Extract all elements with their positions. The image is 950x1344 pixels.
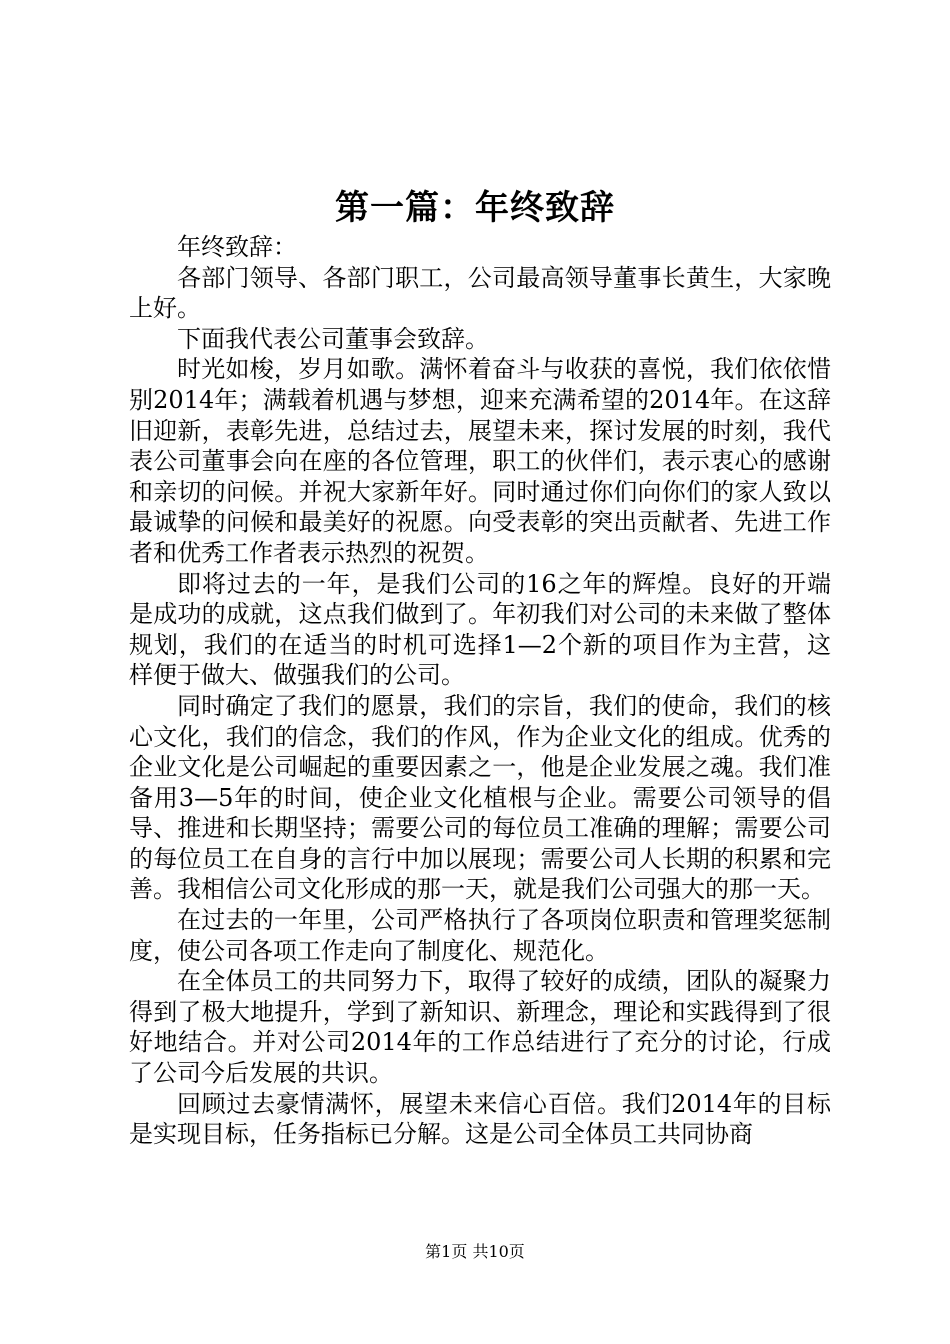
- paragraph: 同时确定了我们的愿景，我们的宗旨，我们的使命，我们的核心文化，我们的信念，我们的作风，作为企业文化的组成。优秀的企业文化是公司崛起的重要因素之一，他是企业发展之魂。我们准备用3—5年的时间，使企业文化植根与企业。需要公司领导的倡导、推进和长期坚持；需要公司的每位员工准确的理解；需要公司的每位员工在自身的言行中加以展现；需要公司人长期的积累和完善。我相信公司文化形成的那一天，就是我们公司强大的那一天。: [129, 691, 831, 904]
- paragraph: 各部门领导、各部门职工，公司最高领导董事长黄生，大家晚上好。: [129, 263, 831, 323]
- paragraph: 回顾过去豪情满怀，展望未来信心百倍。我们2014年的目标是实现目标，任务指标已分解。这是公司全体员工共同协商: [129, 1089, 831, 1149]
- paragraph: 在全体员工的共同努力下，取得了较好的成绩，团队的凝聚力得到了极大地提升，学到了新知识、新理念，理论和实践得到了很好地结合。并对公司2014年的工作总结进行了充分的讨论，行成了公司今后发展的共识。: [129, 967, 831, 1088]
- paragraph: 即将过去的一年，是我们公司的16之年的辉煌。良好的开端是成功的成就，这点我们做到了。年初我们对公司的未来做了整体规划，我们的在适当的时机可选择1—2个新的项目作为主营，这样便于做大、做强我们的公司。: [129, 569, 831, 690]
- document-body: [129, 232, 831, 1150]
- paragraph: 下面我代表公司董事会致辞。: [177, 324, 489, 353]
- paragraph: 年终致辞：: [177, 233, 297, 261]
- paragraph: 时光如梭，岁月如歌。满怀着奋斗与收获的喜悦，我们依依惜别2014年；满载着机遇与梦想，迎来充满希望的2014年。在这辞旧迎新，表彰先进，总结过去，展望未来，探讨发展的时刻，我代表公司董事会向在座的各位管理，职工的伙伴们，表示衷心的感谢和亲切的问候。并祝大家新年好。同时通过你们向你们的家人致以最诚挚的问候和最美好的祝愿。向受表彰的突出贡献者、先进工作者和优秀工作者表示热烈的祝贺。: [129, 355, 831, 567]
- document-title: 第一篇：年终致辞: [335, 188, 615, 228]
- page-number-footer: 第1页 共10页: [425, 1242, 525, 1261]
- paragraph: 在过去的一年里，公司严格执行了各项岗位职责和管理奖惩制度，使公司各项工作走向了制度化、规范化。: [129, 906, 831, 965]
